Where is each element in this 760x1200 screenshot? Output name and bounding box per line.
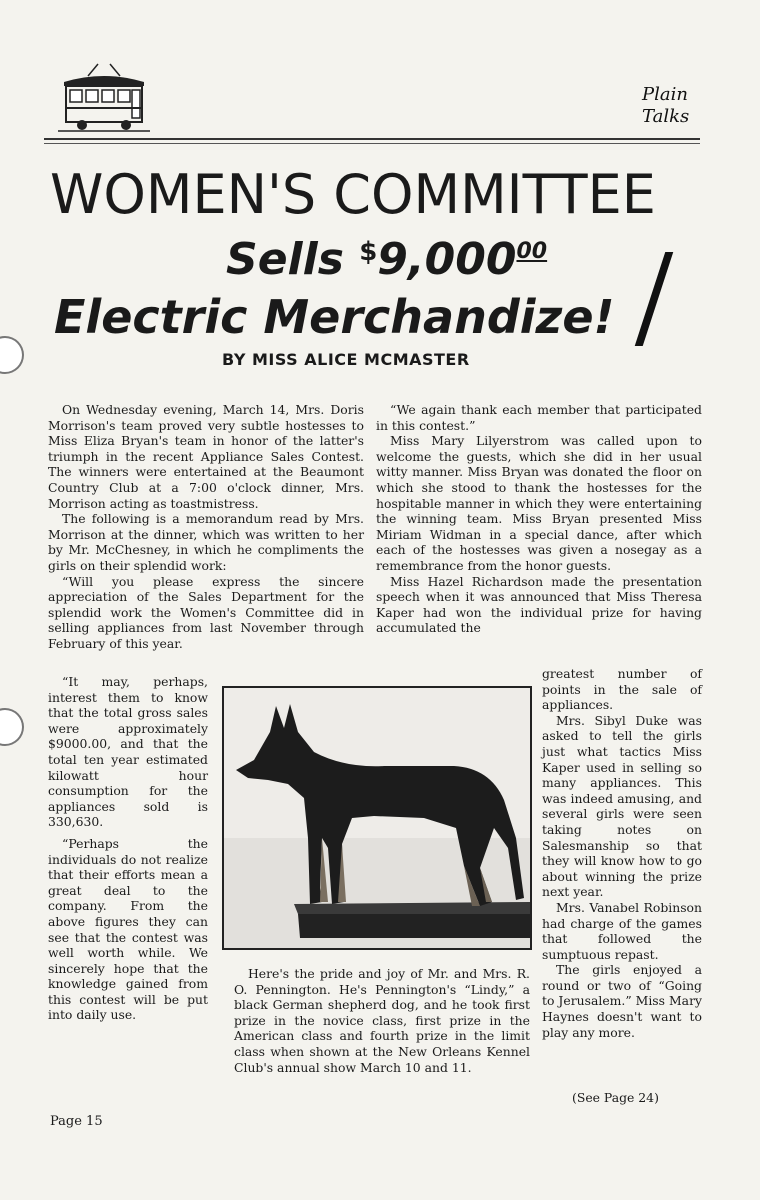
paragraph: The girls enjoyed a round or two of “Going to Jerusalem.” Miss Mary Haynes doesn't want to play any more. [542, 962, 702, 1040]
paragraph: Miss Hazel Richardson made the presentation speech when it was announced that Miss Theresa Kaper had won the individual prize for having accumulated the [376, 573, 702, 636]
logo-line-1: Plain [642, 84, 688, 105]
column-1 [48, 402, 364, 652]
paragraph: The following is a memorandum read by Mrs. Morrison at the dinner, which was written to her by Mr. McChesney, in which he compliments the girls on their splendid work: [48, 511, 364, 573]
headline-line-1: WOMEN'S COMMITTEE [50, 163, 656, 226]
header-rule [44, 143, 700, 144]
paragraph: greatest number of points in the sale of appliances. [542, 666, 702, 713]
paragraph: “It may, perhaps, interest them to know that the total gross sales were approximately $9000.00, and that the total ten year estimated kilowatt hour consumption for the appliances sold is 330,630. [48, 674, 208, 830]
logo-line-2: Talks [642, 106, 690, 127]
header-rule [44, 138, 700, 140]
column-1-lower [48, 674, 208, 1023]
binder-hole [0, 336, 24, 374]
headline-line-2 [226, 234, 548, 285]
byline: BY MISS ALICE MCMASTER [222, 350, 470, 369]
caption-text: Here's the pride and joy of Mr. and Mrs. R. O. Pennington. He's Pennington's “Lindy,” a black German shepherd dog, and he took first prize in the novice class, first prize in the American class and fourth prize in the limit class when shown at the New Orleans Kennel Club's annual show March 10 and 11. [234, 966, 530, 1075]
column-2-lower [542, 666, 702, 1040]
paragraph: Mrs. Sibyl Duke was asked to tell the girls just what tactics Miss Kaper used in selling so many appliances. This was indeed amusing, and several girls were seen taking notes on Salesmanship so that they will know how to go about winning the prize next year. [542, 712, 702, 900]
paragraph: “Perhaps the individuals do not realize that their efforts mean a great deal to the company. From the above figures they can see that the contest was well worth while. We sincerely hope that the knowledge gained from this contest will be put into daily use. [48, 835, 208, 1023]
headline-line-3: Electric Merchandize! [54, 290, 615, 344]
headline-dollar: $ [359, 237, 378, 267]
german-shepherd-image [224, 688, 530, 948]
streetcar-icon [58, 62, 150, 134]
paragraph: Mrs. Vanabel Robinson had charge of the games that followed the sumptuous repast. [542, 899, 702, 962]
page-number: Page 15 [50, 1114, 103, 1129]
photo-caption [234, 966, 530, 1075]
binder-hole [0, 708, 24, 746]
continued-note: (See Page 24) [572, 1090, 659, 1105]
headline-sells: Sells [226, 234, 360, 285]
headline-slash [635, 252, 674, 346]
paragraph: Miss Mary Lilyerstrom was called upon to welcome the guests, which she did in her usual witty manner. Miss Bryan was donated the floor on which she stood to thank the hostesses for the hospitable manner in which they were entertaining the winning team. Miss Bryan presented Miss Miriam Widman in a special dance, after which each of the hostesses was given a nosegay as a remembrance from the honor guests. [376, 433, 702, 573]
headline-cents: 00 [516, 239, 548, 264]
paragraph: On Wednesday evening, March 14, Mrs. Doris Morrison's team proved very subtle hostesses to Miss Eliza Bryan's team in honor of the latter's triumph in the recent Appliance Sales Contest. The winners were entertained at the Beaumont Country Club at a 7:00 o'clock dinner, Mrs. Morrison acting as toastmistress. [48, 402, 364, 511]
headline-amount: 9,000 [377, 234, 517, 285]
dog-photo [222, 686, 532, 950]
paragraph: “We again thank each member that participated in this contest.” [376, 402, 702, 433]
paragraph: “Will you please express the sincere appreciation of the Sales Department for the splendid work the Women's Committee did in selling appliances from last November through February of this year. [48, 573, 364, 651]
plain-talks-logo [626, 76, 706, 136]
column-2 [376, 402, 702, 636]
